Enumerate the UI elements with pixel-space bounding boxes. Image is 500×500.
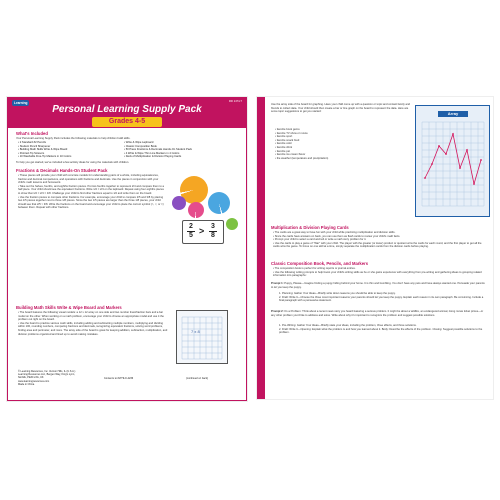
- array-title: Array: [438, 111, 468, 117]
- prompt-1-step: 2. Draft: Write It—Choose the three most important reasons your parents should let you keep the puppy. Explain each reason in its own paragraph. Be convincing. Include a final paragraph with a persuasive statement.: [279, 295, 484, 303]
- included-item: • Deck of Multiplication & Division Playing Cards: [124, 155, 182, 159]
- comp-heading: Classic Composition Book, Pencils, and Markers: [271, 261, 369, 266]
- fraction-bullet: • Take out the halves, fourths, and eighths fraction pieces. Put two fourths together to represent 2/4 and compare them to a half piece. Your child should see the equivalent fractions. Write 1/2 = 2/4 on the lapboard. Repeat using four eighths pieces to show that 1/2 = 2/4 = 4/8. Challenge your child to find other fractions equal to 1/2 and write them on the board.: [18, 184, 164, 195]
- back-page: [257, 97, 493, 399]
- topic-item: • favorite drink: [275, 145, 293, 149]
- included-item: • Write & Wipe Lapboard: [124, 141, 154, 144]
- topic-item: • the weather (temperature and precipitation): [275, 156, 329, 160]
- page-title: Personal Learning Supply Pack: [52, 104, 202, 115]
- help-text: To help you get started, we've included a few activity ideas for using the materials with children.: [16, 161, 130, 164]
- mult-bullet: • Use the cards to play a game of "War" with your child. The player with the greater (or lower) product or quotient wins the cards for each round, and the first player to get all the cards wins the game. To focus on one skill at a time, simply separate the multiplication cards from the division cards before playing.: [273, 241, 482, 249]
- included-list-2: [124, 141, 242, 159]
- comp-bullets: [273, 267, 487, 278]
- topic-item: • favorite snack food: [275, 138, 300, 142]
- prompt-1-step: 1. Planning: Gather Your Ideas—Briefly write down reasons you should be able to keep the puppy.: [279, 292, 396, 295]
- math-board-heading: Building Math Skills Write & Wipe Board and Markers: [16, 305, 122, 310]
- front-page: [7, 97, 247, 401]
- fractions-bullets: [18, 174, 166, 210]
- included-item: • Pointed-Tip Scissors: [18, 151, 45, 155]
- fraction-circle-blue: [208, 192, 230, 214]
- prompt-2-steps: [279, 324, 485, 335]
- prompt-1-steps: [279, 292, 485, 303]
- array-graph: [415, 105, 490, 217]
- topic-list: [275, 128, 375, 160]
- brand-logo: Learning: [14, 101, 28, 105]
- grades-badge: Grades 4-5: [92, 117, 162, 127]
- topic-item: • favorite pet: [275, 149, 290, 153]
- fraction-3-8: 3 8: [209, 223, 217, 240]
- line-graph-illustration: [416, 106, 489, 216]
- mult-bullet: • Prompt your child to select a card and tell or write a math story problem for it.: [273, 238, 367, 242]
- intro-text: Your Personal Learning Supply Pack includes the following materials to help children build skills.: [16, 137, 131, 140]
- prompt-2-step: 2. Draft: Write It—Opening: Explain what the problem is and how you learned about it. Body: Describe the effects of the problem. Closing: Suggest possible solutions to the problem.: [279, 327, 483, 335]
- fraction-bullet: • These pieces will provide your child with concrete models for understanding parts of a whole, including equivalences, fraction and decimal comparisons, and operations with fractions and decimals. Use the pieces in conjunction with your child's math lessons and homework.: [18, 174, 159, 185]
- mult-bullets: [273, 231, 487, 249]
- included-list-1: [18, 141, 118, 159]
- comparison-symbol: >: [199, 226, 205, 236]
- math-bullet: • The board features the following visual models: a 12 x 12 array on one side and two number lines/fraction bars and a bar model on the other. When working on a math problem, encourage your child to choose an appropriate model and use it the problem out right on the board.: [18, 311, 164, 322]
- math-board-bullets: [18, 311, 168, 336]
- prompt-2-step: 1. Pre-Writing: Gather Your Ideas—Briefly state your ideas, including the problem, three effects, and three solutions.: [279, 324, 417, 327]
- included-item: • Building Math Skills Write & Wipe Board: [18, 148, 68, 152]
- mult-heading: Multiplication & Division Playing Cards: [271, 225, 349, 230]
- mult-bullet: • Since the cards have answers on back, you can use them as flash cards to review your child's math facts.: [273, 234, 401, 238]
- included-item: • Student Pencil Sharpener: [18, 144, 51, 148]
- topic-item: • favorite sport: [275, 135, 293, 139]
- math-bullet: • Use the board to practice various math skills, including adding and subtracting multiple numbers, multiplying and dividing within 100, rounding numbers, comparing fractions and decimals, recognizing equivalent fractions, solving word problems, finding area and perimeter, and more. The array side of the board is great for keeping addition, subtraction, multiplication, and division problems organized and lined up to avoid making mistakes.: [18, 321, 168, 336]
- comp-bullet: • Use the following writing prompts to help boost your child's writing skills as he or she gains experience with everything from pre-writing and gathering ideas to grouping related information into paragraphs:: [273, 270, 482, 278]
- prompt-1: Prompt 1: Puppy, Please—Imagine finding a puppy hiding behind your home. It is thin and trembling. You don't have any pets and have always wanted one. Persuade your parents to let you keep the puppy.: [271, 282, 485, 289]
- footer-company: © Learning Resources, Inc. Vernon Hills, IL (U.S.A.) Learning Resources Ltd., Bergen Way, King's Lynn, Norfolk, PE30 2JG, UK www.learningresources.com Made in China.: [18, 370, 76, 386]
- prompt-2: Prompt 2: It's a Problem: Think about a recent news story you heard featuring a serious problem. It might be about a wildfire, an endangered animal, rising movie ticket prices—or any other problem you'd like to address and solve. Write about why it's important to recognize the problem and suggest possible solutions.: [271, 310, 484, 317]
- continued-note: (continued on back): [186, 377, 208, 380]
- fraction-2-5: 2 5: [187, 223, 195, 240]
- topic-item: • favorite TV show or movie: [275, 131, 308, 135]
- fraction-circle-purple: [172, 196, 186, 210]
- topic-item: • favorite color: [275, 142, 293, 146]
- contents-note: Contents to #LTHLO-4236: [104, 377, 134, 380]
- mult-bullet: • The cards are a great way to have fun with your child while practicing multiplication and division skills.: [273, 231, 396, 234]
- array-grid-graphic: [177, 311, 227, 363]
- fraction-circle-pink: [188, 202, 204, 218]
- included-item: • 2 Standard #2 Pencils: [18, 141, 46, 144]
- fractions-heading: Fractions & Decimals Hands-On Student Pack: [16, 168, 108, 173]
- included-item: • Classic Composition Book: [124, 144, 157, 148]
- product-code: RFI 1474-T: [228, 100, 242, 103]
- included-item: • 10 Washable Fine-Tip Markers in 10 Colors: [18, 155, 72, 159]
- graph-intro: Use the array side of the board for graphing. Have your child come up with a question or topic and contact family and friends to collect data. Your child should then create a bar or line graph on the board to represent the data. Here are some topic suggestions to get you started:: [271, 103, 410, 114]
- topic-item: • favorite book genre: [275, 128, 300, 131]
- array-board-illustration: [176, 310, 228, 364]
- front-header: [8, 98, 246, 128]
- included-item: • 50 Piece Fractions & Decimals Hands-On Student Pack: [124, 148, 193, 152]
- left-accent-bar: [257, 97, 265, 399]
- comparison-board: [182, 220, 224, 244]
- topic-item: • favorite ice cream flavor: [275, 153, 306, 157]
- comp-bullet: • The composition book is perfect for writing reports or journal entries.: [273, 267, 356, 270]
- whats-included-heading: What's Included: [16, 131, 48, 136]
- fraction-bullet: • Use the fraction pieces to compare other fractions. For example, encourage your child to compare 2/5 and 3/8 by placing two 1/5 pieces together next to three 1/8 pieces. Since the two 1/5 pieces are larger than the three 1/8 pieces, your child should see that 2/5 > 3/8. Write the fractions on the board and encourage your child to place the correct symbol (>, <, or =) between them. Repeat with other fractions.: [18, 195, 164, 210]
- included-item: • 4 Write & Wipe Thin Line Markers in 4 Colors: [124, 151, 180, 155]
- fraction-circle-green: [226, 218, 238, 230]
- svg-text:7 x 8: 7 x 8: [191, 329, 200, 334]
